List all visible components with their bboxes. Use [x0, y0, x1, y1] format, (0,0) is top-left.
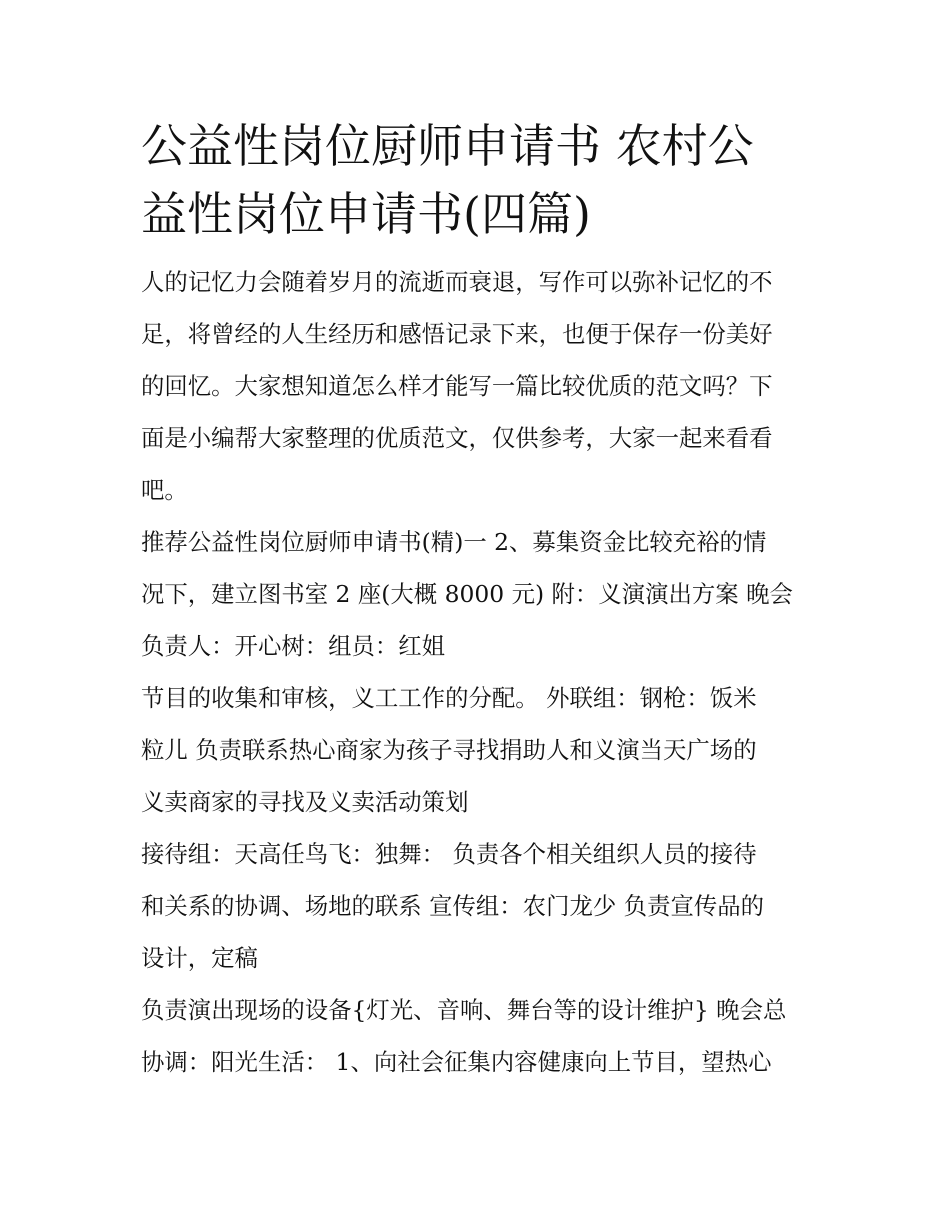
text-line: 设计，定稿 [141, 944, 258, 972]
text-line: 负责人：开心树：组员：红姐 [141, 632, 446, 660]
text-line: 节目的收集和审核，义工工作的分配。 外联组：钢枪：饭米 [141, 684, 757, 712]
text-line: 的回忆。大家想知道怎么样才能写一篇比较优质的范文吗？下 [141, 372, 773, 400]
text-line: 推荐公益性岗位厨师申请书(精)一 2、募集资金比较充裕的情 [141, 528, 767, 556]
text-line: 协调：阳光生活： 1、向社会征集内容健康向上节目，望热心 [141, 1048, 772, 1076]
text-line: 负责演出现场的设备{灯光、音响、舞台等的设计维护} 晚会总 [141, 996, 787, 1024]
text-line: 面是小编帮大家整理的优质范文，仅供参考，大家一起来看看 [141, 424, 773, 452]
document-title [141, 112, 813, 248]
text-line: 足，将曾经的人生经历和感悟记录下来，也便于保存一份美好 [141, 320, 773, 348]
paragraph-liaison [141, 672, 813, 828]
text-line: 人的记忆力会随着岁月的流逝而衰退，写作可以弥补记忆的不 [141, 268, 773, 296]
paragraph-recommend [141, 516, 813, 672]
paragraph-intro [141, 256, 813, 516]
title-line: 公益性岗位厨师申请书 农村公 [141, 119, 754, 173]
text-line: 接待组：天高任鸟飞：独舞： 负责各个相关组织人员的接待 [141, 840, 757, 868]
text-line: 吧。 [141, 476, 188, 504]
title-line: 益性岗位申请书(四篇) [141, 187, 591, 241]
document-body [141, 112, 813, 1088]
text-line: 义卖商家的寻找及义卖活动策划 [141, 788, 469, 816]
paragraph-equipment [141, 984, 813, 1088]
text-line: 况下，建立图书室 2 座(大概 8000 元) 附：义演演出方案 晚会 [141, 580, 793, 608]
paragraph-reception [141, 828, 813, 984]
text-line: 粒儿 负责联系热心商家为孩子寻找捐助人和义演当天广场的 [141, 736, 757, 764]
text-line: 和关系的协调、场地的联系 宣传组：农门龙少 负责宣传品的 [141, 892, 765, 920]
